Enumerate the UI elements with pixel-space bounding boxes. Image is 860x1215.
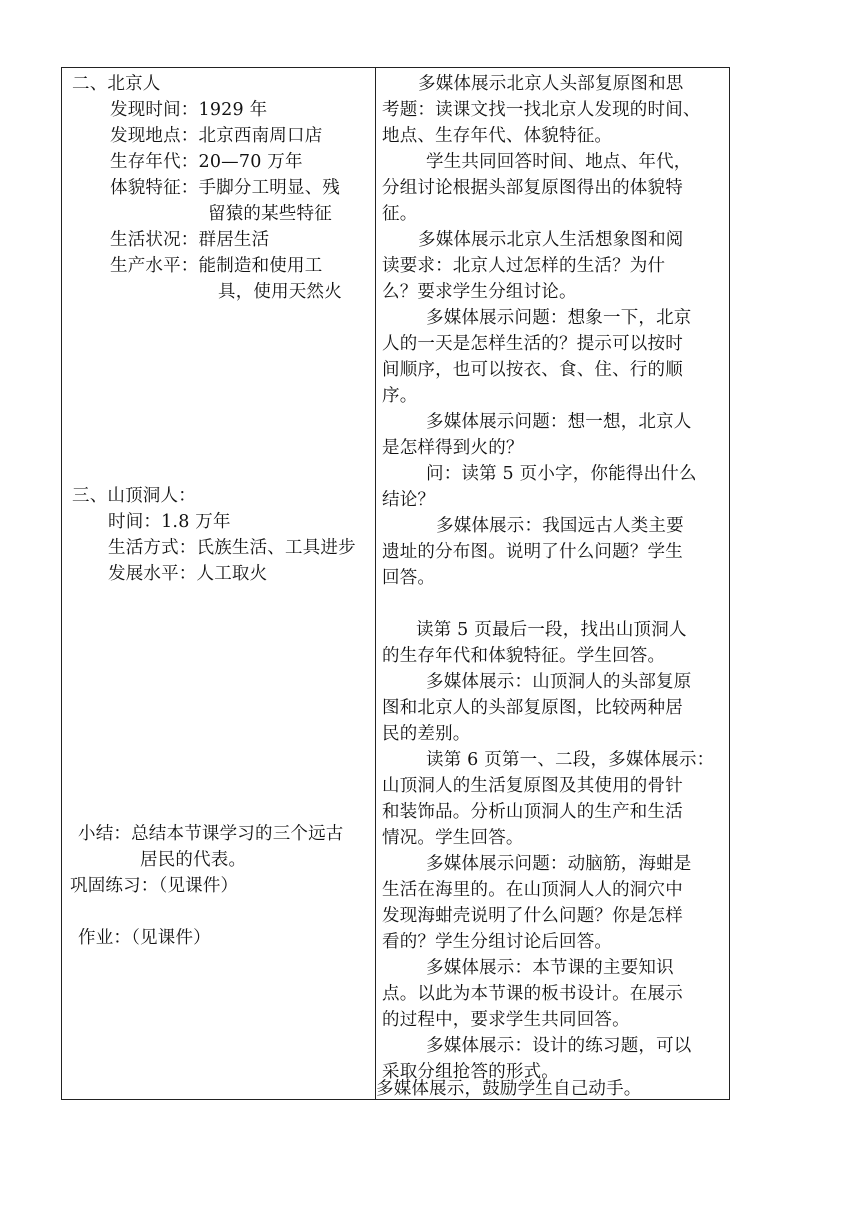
right-line: 多媒体展示问题：想象一下，北京: [426, 308, 692, 328]
summary-line-2: 居民的代表。: [140, 850, 247, 870]
right-line: 多媒体展示：本节课的主要知识: [426, 958, 674, 978]
homework-note: 作业：（见课件）: [78, 928, 211, 948]
survival-era: 生存年代：20—70 万年: [110, 152, 303, 172]
right-line: 多媒体展示：山顶洞人的头部复原: [426, 672, 692, 692]
right-line: 山顶洞人的生活复原图及其使用的骨针: [382, 776, 683, 796]
physical-features-line-1: 体貌特征：手脚分工明显、残: [110, 178, 341, 198]
right-line: 采取分组抢答的形式。: [382, 1062, 559, 1082]
right-line: 遗址的分布图。说明了什么问题？学生: [382, 542, 683, 562]
right-line: 分组讨论根据头部复原图得出的体貌特: [382, 178, 683, 198]
right-line: 生活在海里的。在山顶洞人人的洞穴中: [382, 880, 683, 900]
right-line: 地点、生存年代、体貌特征。: [382, 126, 613, 146]
right-line: 情况。学生回答。: [382, 828, 524, 848]
right-line: 么？要求学生分组讨论。: [382, 282, 577, 302]
practice-note: 巩固练习：（见课件）: [70, 876, 239, 896]
production-level-line-1: 生产水平：能制造和使用工: [110, 256, 323, 276]
right-line: 间顺序，也可以按衣、食、住、行的顺: [382, 360, 683, 380]
right-line: 多媒体展示问题：动脑筋，海蚶是: [426, 854, 692, 874]
upper-cave-development: 发展水平：人工取火: [108, 564, 268, 584]
right-line: 的生存年代和体貌特征。学生回答。: [382, 646, 666, 666]
right-line: 民的差别。: [382, 724, 471, 744]
right-line: 问：读第 5 页小字，你能得出什么: [426, 464, 697, 484]
right-line: 序。: [382, 386, 418, 406]
physical-features-line-2: 留猿的某些特征: [208, 204, 332, 224]
right-line: 多媒体展示问题：想一想，北京人: [426, 412, 692, 432]
right-line: 多媒体展示，鼓励学生自己动手。: [376, 1079, 642, 1099]
living-conditions: 生活状况：群居生活: [110, 230, 270, 250]
right-line: 多媒体展示：我国远古人类主要: [436, 516, 684, 536]
right-line: 多媒体展示：设计的练习题，可以: [426, 1036, 692, 1056]
right-line: 多媒体展示北京人头部复原图和思: [418, 74, 684, 94]
production-level-line-2: 具，使用天然火: [218, 282, 342, 302]
discovery-time: 发现时间：1929 年: [110, 100, 268, 120]
right-line: 征。: [382, 204, 418, 224]
right-line: 是怎样得到火的？: [382, 438, 524, 458]
discovery-place: 发现地点：北京西南周口店: [110, 126, 323, 146]
right-line: 结论？: [382, 490, 436, 510]
upper-cave-lifestyle: 生活方式：氏族生活、工具进步: [108, 538, 356, 558]
right-line: 看的？学生分组讨论后回答。: [382, 932, 613, 952]
right-line: 发现海蚶壳说明了什么问题？你是怎样: [382, 906, 683, 926]
upper-cave-time: 时间：1.8 万年: [108, 512, 231, 532]
right-line: 图和北京人的头部复原图，比较两种居: [382, 698, 683, 718]
right-line: 多媒体展示北京人生活想象图和阅: [418, 230, 684, 250]
right-line: 的过程中，要求学生共同回答。: [382, 1010, 630, 1030]
right-line: 点。以此为本节课的板书设计。在展示: [382, 984, 683, 1004]
right-line: 读要求：北京人过怎样的生活？为什: [382, 256, 666, 276]
right-line: 读第 6 页第一、二段，多媒体展示：: [426, 750, 715, 770]
right-line: 学生共同回答时间、地点、年代，: [426, 152, 692, 172]
section-3-heading: 三、山顶洞人：: [72, 486, 196, 506]
right-line: 人的一天是怎样生活的？提示可以按时: [382, 334, 683, 354]
right-line: 读第 5 页最后一段，找出山顶洞人: [416, 620, 687, 640]
section-2-heading: 二、北京人: [72, 74, 161, 94]
right-line: 和装饰品。分析山顶洞人的生产和生活: [382, 802, 683, 822]
right-line: 考题：读课文找一找北京人发现的时间、: [382, 100, 701, 120]
right-line: 回答。: [382, 568, 436, 588]
summary-line-1: 小结：总结本节课学习的三个远古: [78, 824, 344, 844]
